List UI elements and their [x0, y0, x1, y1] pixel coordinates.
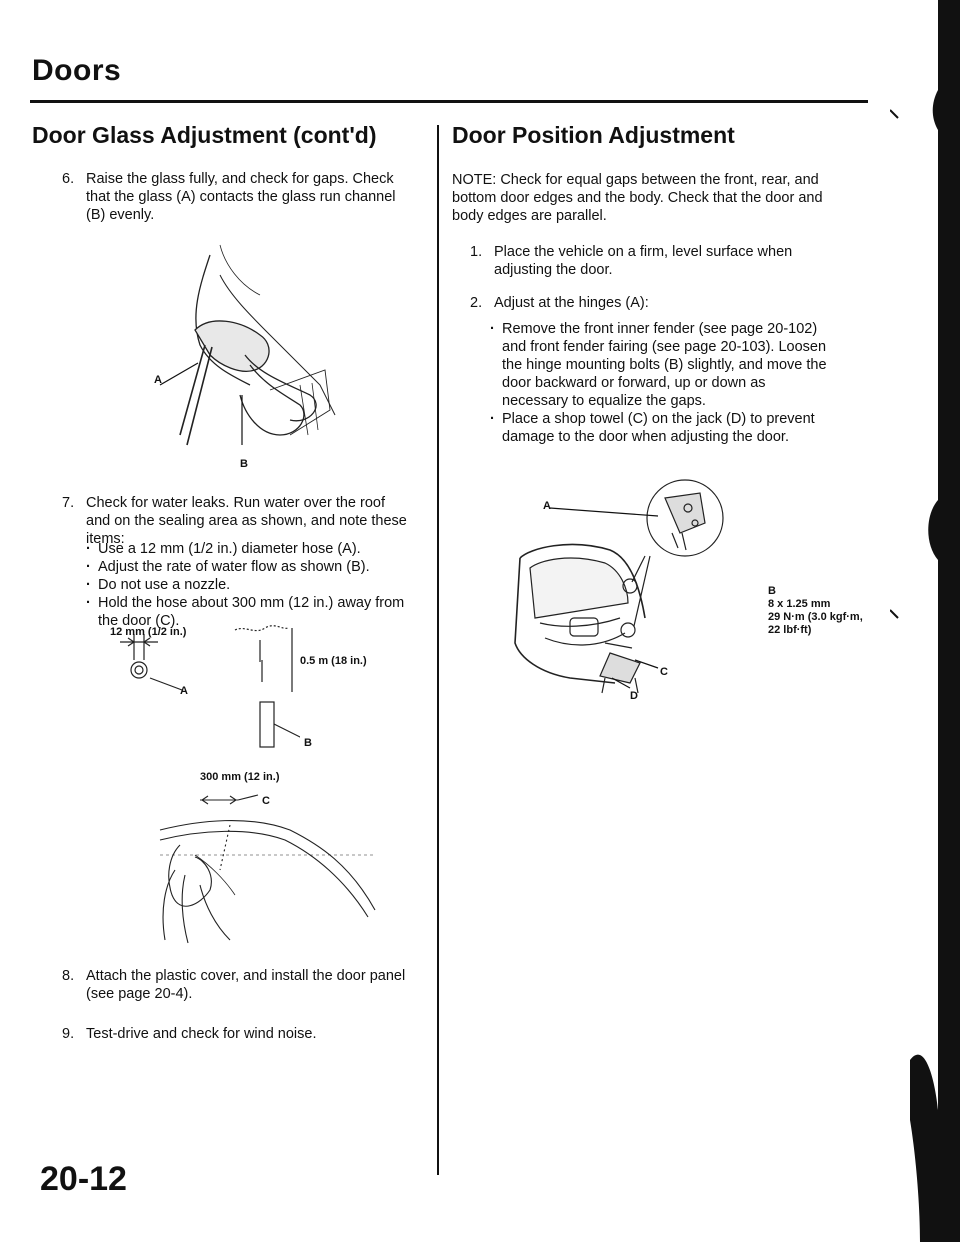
- flow-height-label: 0.5 m (18 in.): [300, 655, 367, 667]
- step-6: [62, 170, 412, 224]
- bullet-item: · Remove the front inner fender (see page 20-102) and front fender fairing (see page 20-103). Loosen the hinge mounting bolts (B) slightly, and move the door backward or forward, up or down as necessary to equalize the gaps.: [490, 320, 835, 410]
- fig-label-c: C: [660, 666, 668, 678]
- bullet-item: · Place a shop towel (C) on the jack (D) to prevent damage to the door when adjusting the door.: [490, 410, 835, 446]
- bullet-item: · Hold the hose about 300 mm (12 in.) away from the door (C).: [86, 594, 416, 630]
- page-number: 20-12: [40, 1160, 127, 1198]
- step-text: Check for water leaks. Run water over the roof and on the sealing area as shown, and note these items:: [86, 495, 407, 547]
- step-text: Place the vehicle on a firm, level surface when adjusting the door.: [494, 244, 793, 278]
- hose-diameter-label: 12 mm (1/2 in.): [110, 626, 187, 638]
- step-text: Adjust at the hinges (A):: [494, 295, 649, 311]
- step-text: Test-drive and check for wind noise.: [86, 1026, 317, 1042]
- hinge-adjustment-list: [490, 320, 835, 446]
- fig-label-d: D: [630, 690, 638, 702]
- step-number: 1.: [470, 244, 483, 260]
- hose-flow-figure: [110, 620, 300, 750]
- title-rule: [30, 100, 868, 103]
- left-section-heading: Door Glass Adjustment (cont'd): [32, 122, 377, 148]
- step-number: 2.: [470, 295, 483, 311]
- hose-distance-label: 300 mm (12 in.): [200, 771, 280, 783]
- step-9: [62, 1025, 412, 1043]
- column-divider: [437, 125, 439, 1175]
- water-leak-check-list: [86, 540, 416, 630]
- fig2-label-a: A: [180, 685, 188, 697]
- hose-distance-figure: [140, 785, 390, 945]
- fig1-label-b: B: [240, 458, 248, 470]
- step-text: Attach the plastic cover, and install the door panel (see page 20-4).: [86, 968, 406, 1002]
- step-1: [470, 243, 820, 279]
- bolt-size-label: 8 x 1.25 mm: [768, 598, 831, 610]
- torque-spec-label: 29 N·m (3.0 kgf·m, 22 lbf·ft): [768, 611, 863, 636]
- step-number: 9.: [62, 1026, 75, 1042]
- step-number: 6.: [62, 171, 75, 187]
- step-2: [470, 294, 820, 312]
- note-text: NOTE: Check for equal gaps between the front, rear, and bottom door edges and the body. Check that the door and body edges are parallel.: [452, 172, 823, 224]
- fig1-label-a: A: [154, 374, 162, 386]
- fig2-label-b: B: [304, 737, 312, 749]
- binding-edge-marks: [890, 0, 960, 1242]
- step-text: Raise the glass fully, and check for gaps. Check that the glass (A) contacts the glass run channel (B) evenly.: [86, 171, 396, 223]
- step-8: [62, 967, 412, 1003]
- fig3-label-c: C: [262, 795, 270, 807]
- bullet-item: · Adjust the rate of water flow as shown (B).: [86, 558, 416, 576]
- right-section-heading: Door Position Adjustment: [452, 122, 735, 148]
- fig-label-a: A: [543, 500, 551, 512]
- step-number: 7.: [62, 495, 75, 511]
- step-number: 8.: [62, 968, 75, 984]
- bullet-item: · Use a 12 mm (1/2 in.) diameter hose (A).: [86, 540, 416, 558]
- page-title: Doors: [32, 54, 122, 87]
- fig-label-b: B: [768, 585, 776, 597]
- glass-run-channel-figure: [150, 235, 340, 470]
- bullet-item: · Do not use a nozzle.: [86, 576, 416, 594]
